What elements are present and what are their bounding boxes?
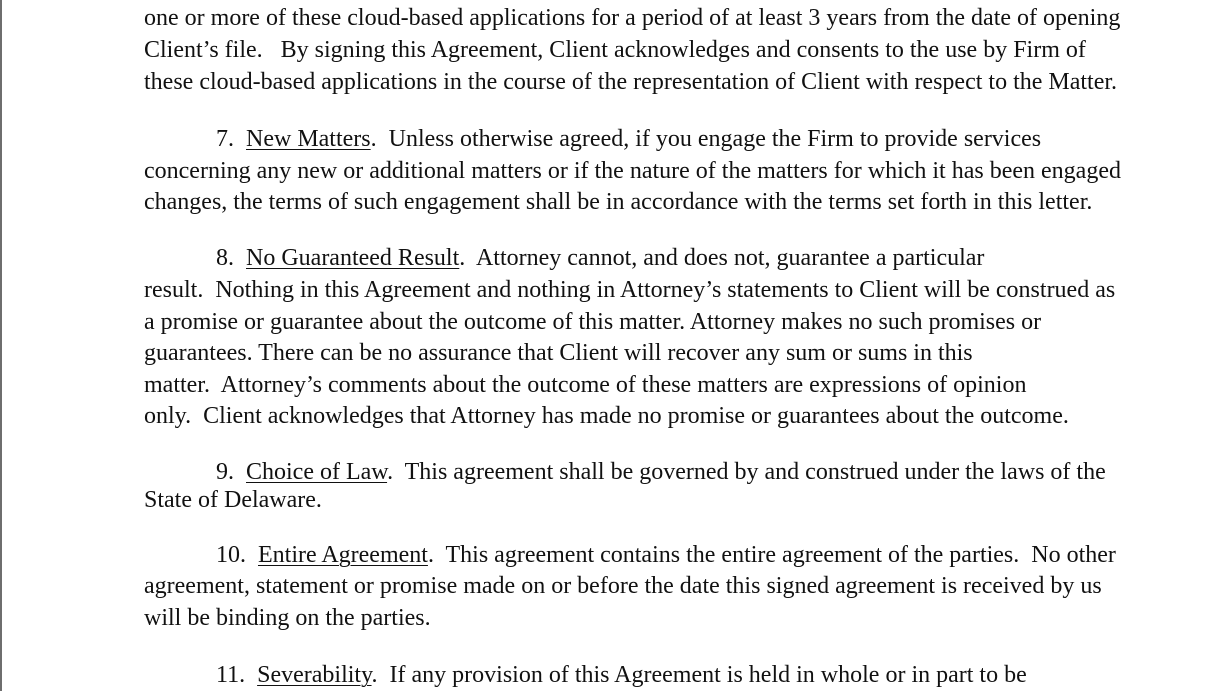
section-heading: New Matters	[246, 126, 371, 152]
text-line: concerning any new or additional matters or if the nature of the matters for which it has been engaged	[144, 158, 1121, 184]
paragraph-number: 8.	[216, 245, 234, 271]
paragraph-number: 7.	[216, 126, 234, 152]
section-heading: Severability	[257, 662, 372, 688]
text-line: agreement, statement or promise made on or before the date this signed agreement is received by us	[144, 573, 1102, 599]
section-heading: Entire Agreement	[258, 542, 428, 568]
section-heading: Choice of Law	[246, 459, 388, 485]
text-line: a promise or guarantee about the outcome of this matter. Attorney makes no such promises or	[144, 309, 1042, 335]
text-line: these cloud-based applications in the course of the representation of Client with respect to the Matter.	[144, 69, 1118, 95]
text-line: only. Client acknowledges that Attorney has made no promise or guarantees about the outcome.	[144, 403, 1069, 429]
paragraph-first-line	[216, 242, 984, 274]
paragraph-number: 11.	[216, 662, 246, 688]
section-heading: No Guaranteed Result	[246, 245, 460, 271]
paragraph-first-line	[216, 659, 1027, 691]
paragraph-number: 9.	[216, 459, 234, 485]
text-line: one or more of these cloud-based applications for a period of at least 3 years from the date of opening	[144, 5, 1121, 31]
text-line: State of Delaware.	[144, 487, 322, 513]
text-line: will be binding on the parties.	[144, 605, 431, 631]
page-left-edge	[0, 0, 2, 691]
text-line: changes, the terms of such engagement shall be in accordance with the terms set forth in this letter.	[144, 189, 1093, 215]
text-line: result. Nothing in this Agreement and nothing in Attorney’s statements to Client will be construed as	[144, 277, 1116, 303]
paragraph-number: 10.	[216, 542, 246, 568]
paragraph-first-line	[216, 123, 1041, 155]
paragraph-text: . Unless otherwise agreed, if you engage the Firm to provide services	[370, 126, 1042, 152]
text-line: matter. Attorney’s comments about the outcome of these matters are expressions of opinion	[144, 372, 1027, 398]
text-line: Client’s file. By signing this Agreement, Client acknowledges and consents to the use by Firm of	[144, 37, 1086, 63]
text-line: guarantees. There can be no assurance that Client will recover any sum or sums in this	[144, 340, 973, 366]
paragraph-text: . Attorney cannot, and does not, guarantee a particular	[459, 245, 985, 271]
paragraph-text: . This agreement contains the entire agreement of the parties. No other	[427, 542, 1116, 568]
paragraph-first-line	[216, 539, 1116, 571]
paragraph-text: . This agreement shall be governed by and construed under the laws of the	[387, 459, 1106, 485]
paragraph-first-line	[216, 456, 1106, 488]
paragraph-text: . If any provision of this Agreement is held in whole or in part to be	[371, 662, 1027, 688]
